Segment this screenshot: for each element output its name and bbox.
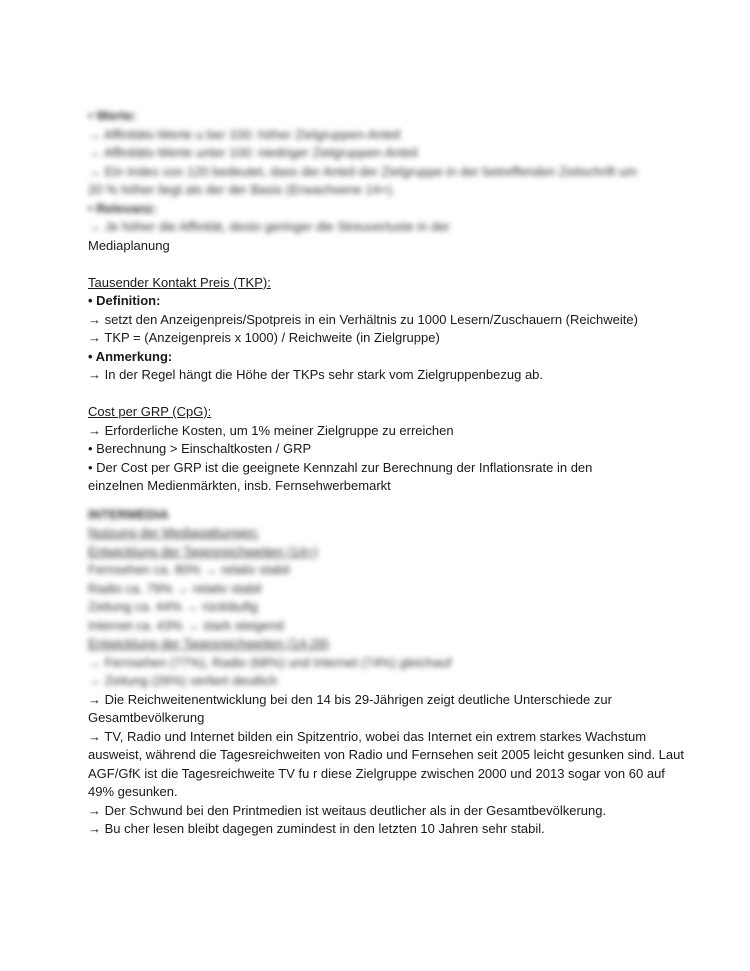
tkp-section bbox=[88, 274, 688, 385]
blurred-line: Internet ca. 43% → stark steigend bbox=[88, 617, 284, 633]
document-page bbox=[88, 107, 688, 839]
blurred-line: Nutzung der Mediagattungen: bbox=[88, 525, 260, 540]
blurred-line: Fernsehen ca. 80% → relativ stabil bbox=[88, 562, 290, 577]
cpg-line: • Berechnung > Einschaltkosten / GRP bbox=[88, 441, 312, 456]
paragraph: → Die Reichweitenentwicklung bei den 14 bis 29-Jährigen zeigt deutliche Unterschiede zur Gesamtbevölkerung bbox=[88, 691, 612, 725]
blurred-line: → Je höher die Affinität, desto geringer die Streuverluste in der bbox=[88, 219, 450, 234]
blurred-line: → Zeitung (26%) verliert deutlich bbox=[88, 673, 278, 688]
tkp-heading: Tausender Kontakt Preis (TKP): bbox=[88, 274, 271, 290]
tkp-note-line: → In der Regel hängt die Höhe der TKPs sehr stark vom Zielgruppenbezug ab. bbox=[88, 367, 544, 382]
paragraph: → Der Schwund bei den Printmedien ist weitaus deutlicher als in der Gesamtbevölkerung. bbox=[88, 802, 607, 818]
cpg-line: • Der Cost per GRP ist die geeignete Kennzahl zur Berechnung der Inflationsrate in den bbox=[88, 459, 593, 475]
blurred-line: → Affinitäts-Werte unter 100: niedriger Zielgruppen-Anteil bbox=[88, 145, 418, 160]
blurred-line: Entwicklung der Tagesreichweiten (14-29) bbox=[88, 636, 330, 651]
blurred-line: 20 % höher liegt als der der Basis (Erwachsene 14+). bbox=[88, 182, 396, 197]
cpg-line: → Erforderliche Kosten, um 1% meiner Zielgruppe zu erreichen bbox=[88, 422, 454, 438]
tkp-definition-line: → setzt den Anzeigenpreis/Spotpreis in ein Verhältnis zu 1000 Lesern/Zuschauern (Reichweite) bbox=[88, 311, 638, 327]
paragraph: → TV, Radio und Internet bilden ein Spitzentrio, wobei das Internet ein extrem starkes Wachstum ausweist, während die Tagesreichweiten von Radio und Fernsehen seit 2005 leicht gesunken sind. Laut AGF/GfK ist die Tagesreichweite TV fu r diese Zielgruppe zwischen 2000 und 2013 sogar von 60 auf 49% gesunken. bbox=[88, 728, 684, 799]
blurred-line: Entwicklung der Tagesreichweiten (14+) bbox=[88, 543, 318, 559]
mediaplanung-text: Mediaplanung bbox=[88, 237, 170, 253]
cpg-heading: Cost per GRP (CpG): bbox=[88, 404, 212, 419]
blurred-intermedia-section bbox=[88, 506, 688, 691]
blurred-line: • Werte: bbox=[88, 108, 137, 123]
blurred-line: • Relevanz: bbox=[88, 200, 157, 216]
reichweite-section bbox=[88, 691, 688, 839]
tkp-definition-label: • Definition: bbox=[88, 293, 161, 308]
tkp-note-label: • Anmerkung: bbox=[88, 348, 173, 364]
cpg-line: einzelnen Medienmärkten, insb. Fernsehwerbemarkt bbox=[88, 478, 391, 493]
paragraph: → Bu cher lesen bleibt dagegen zumindest in den letzten 10 Jahren sehr stabil. bbox=[88, 821, 545, 836]
blurred-line: → Ein Index von 120 bedeutet, dass der Anteil der Zielgruppe in der betreffenden Zeitschrift um bbox=[88, 163, 637, 179]
blurred-line: → Affinitäts-Werte u ber 100: höher Zielgruppen-Anteil bbox=[88, 126, 401, 142]
tkp-formula-line: → TKP = (Anzeigenpreis x 1000) / Reichweite (in Zielgruppe) bbox=[88, 330, 440, 345]
blurred-affinity-section bbox=[88, 107, 688, 237]
blurred-line: Radio ca. 79% → relativ stabil bbox=[88, 580, 262, 596]
blurred-line: INTERMEDIA bbox=[88, 506, 169, 522]
blurred-line: → Fernsehen (77%), Radio (68%) und Internet (74%) gleichauf bbox=[88, 654, 452, 670]
blurred-line: Zeitung ca. 44% → rückläufig bbox=[88, 599, 258, 614]
cpg-cut-line-wrapper bbox=[88, 477, 688, 496]
cpg-section bbox=[88, 403, 688, 496]
